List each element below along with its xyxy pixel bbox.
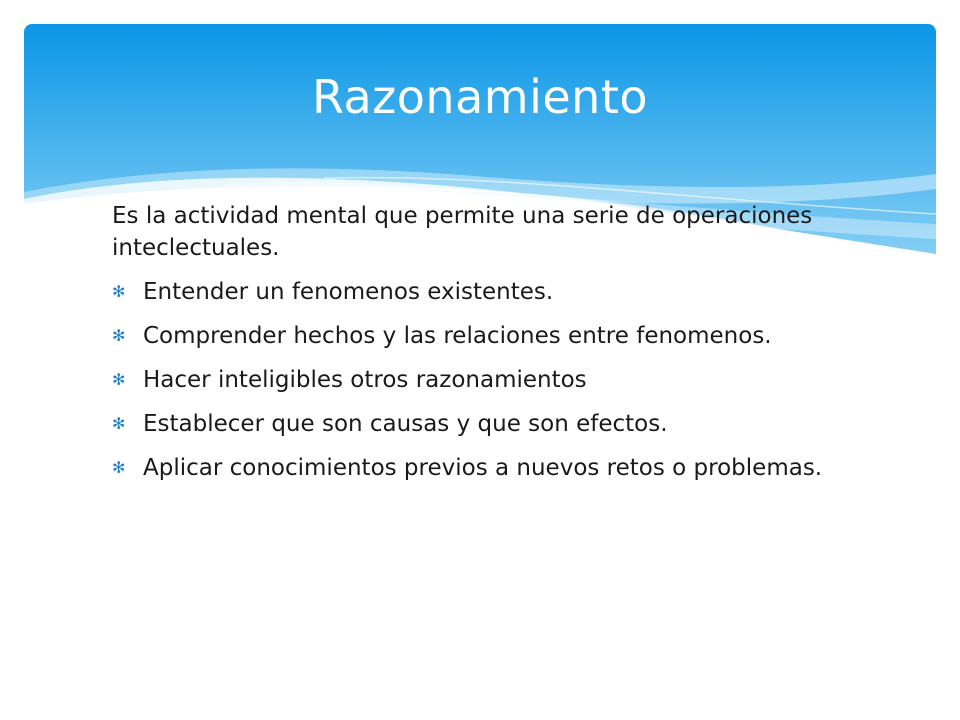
slide-body	[112, 200, 852, 496]
list-item-text: Entender un fenomenos existentes.	[143, 279, 554, 305]
asterisk-bullet-icon: ✻	[112, 282, 126, 301]
list-item-text: Comprender hechos y las relaciones entre fenomenos.	[143, 323, 772, 349]
list-item	[112, 276, 852, 308]
list-item	[112, 320, 852, 352]
slide-title: Razonamiento	[312, 70, 648, 124]
list-item	[112, 364, 852, 396]
list-item-text: Establecer que son causas y que son efectos.	[143, 411, 668, 437]
list-item	[112, 452, 852, 484]
list-item-text: Aplicar conocimientos previos a nuevos retos o problemas.	[143, 455, 823, 481]
asterisk-bullet-icon: ✻	[112, 414, 126, 433]
intro-paragraph: Es la actividad mental que permite una serie de operaciones inteclectuales.	[112, 203, 813, 261]
asterisk-bullet-icon: ✻	[112, 370, 126, 389]
list-item	[112, 408, 852, 440]
list-item-text: Hacer inteligibles otros razonamientos	[143, 367, 587, 393]
asterisk-bullet-icon: ✻	[112, 326, 126, 345]
asterisk-bullet-icon: ✻	[112, 458, 126, 477]
bullet-list	[112, 276, 852, 484]
